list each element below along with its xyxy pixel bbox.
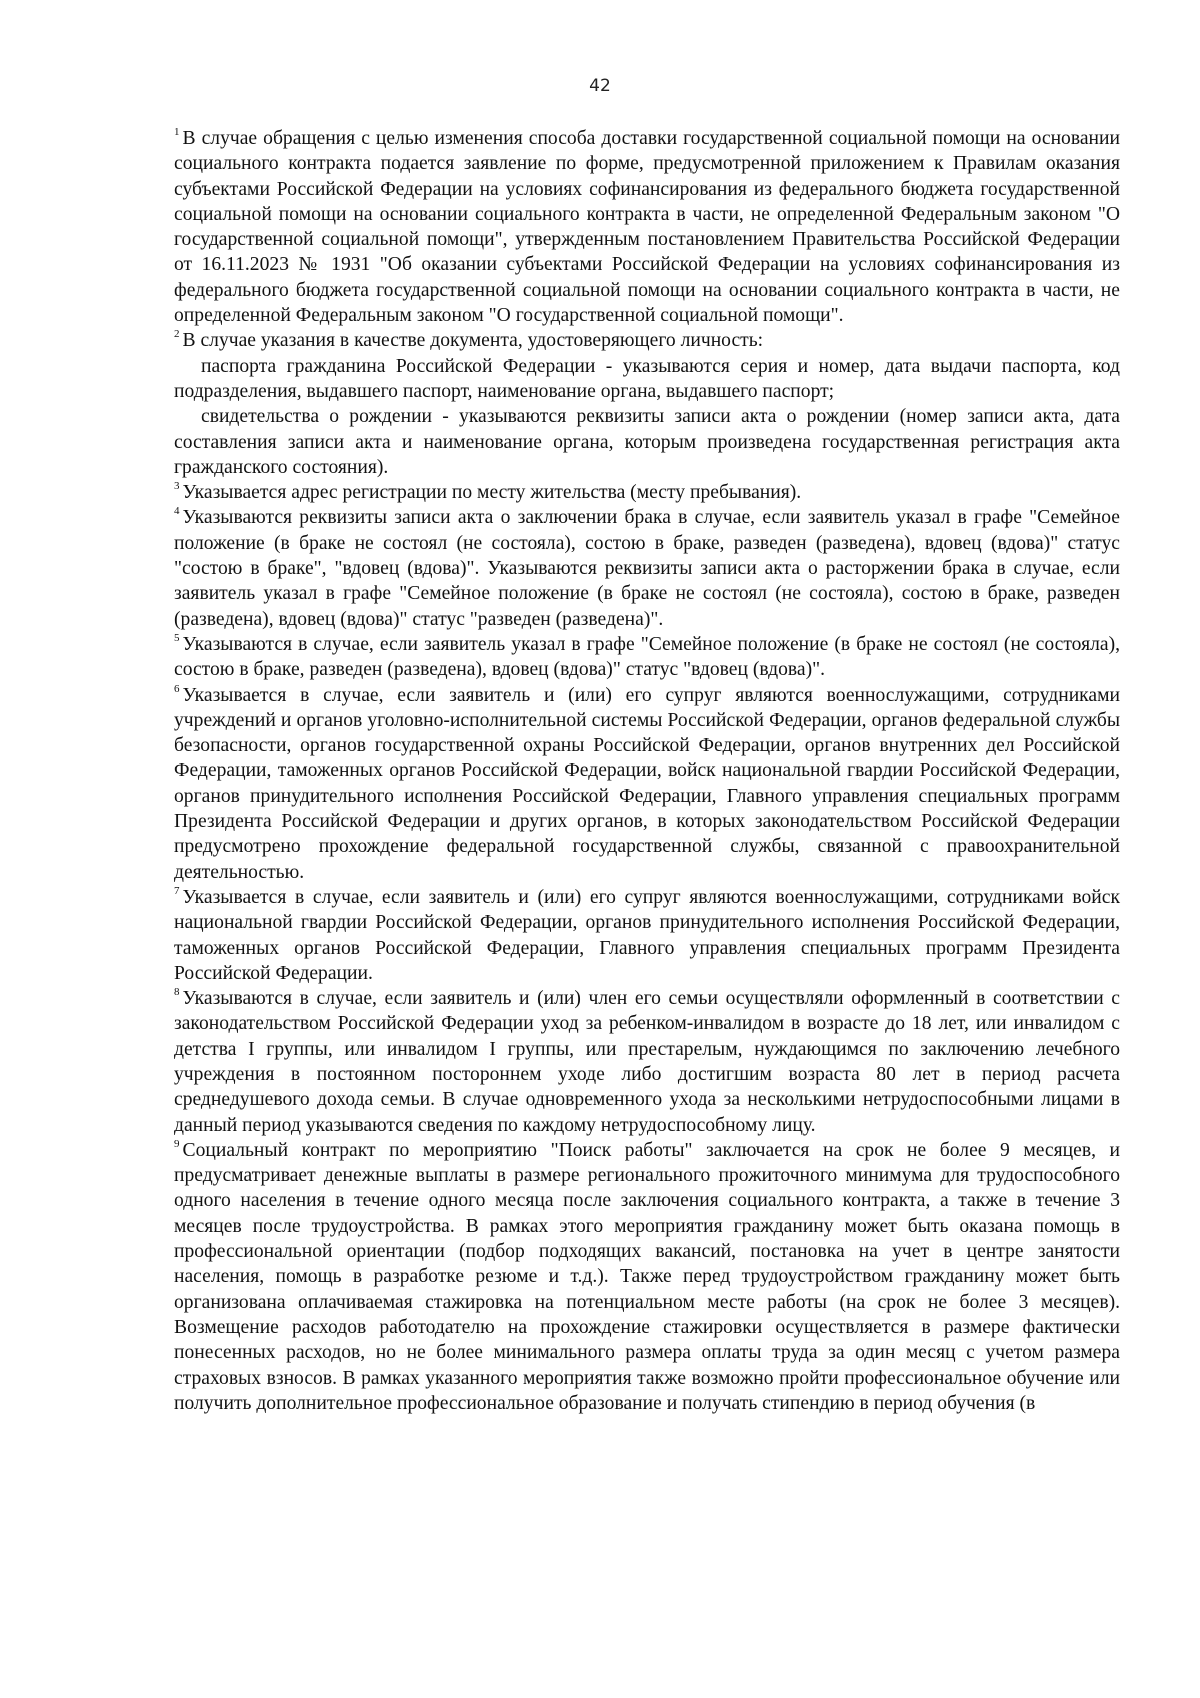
footnote-marker: 9 xyxy=(174,1137,180,1150)
footnote-9 xyxy=(174,1138,1120,1416)
footnote-marker: 4 xyxy=(174,505,180,518)
footnote-2-item-passport: паспорта гражданина Российской Федерации - указываются серия и номер, дата выдачи паспорта, код подразделения, выдавшего паспорт, наименование органа, выдавшего паспорт; xyxy=(174,355,1120,402)
footnote-1 xyxy=(174,126,1120,328)
footnote-marker: 8 xyxy=(174,986,180,999)
footnote-text: Социальный контракт по мероприятию "Поиск работы" заключается на срок не более 9 месяцев, и предусматривает денежные выплаты в размере регионального прожиточного минимума для трудоспособного одного населения в течение одного месяца после заключения социального контракта, а также в течение 3 месяцев после трудоустройства. В рамках этого мероприятия гражданину может быть оказана помощь в профессиональной ориентации (подбор подходящих вакансий, постановка на учет в центре занятости населения, помощь в разработке резюме и т.д.). Также перед трудоустройством гражданину может быть организована оплачиваемая стажировка на потенциальном месте работы (на срок не более 3 месяцев). Возмещение расходов работодателю на прохождение стажировки осуществляется в размере фактически понесенных расходов, но не более минимального размера оплаты труда за один месяц с учетом размера страховых взносов. В рамках указанного мероприятия также возможно пройти профессиональное обучение или получить дополнительное профессиональное образование и получать стипендию в период обучения (в xyxy=(174,1139,1120,1414)
footnote-marker: 7 xyxy=(174,884,180,897)
footnote-text: Указываются реквизиты записи акта о заключении брака в случае, если заявитель указал в графе "Семейное положение (в браке не состоял (не состояла), состою в браке, разведен (разведена), вдовец (вдова)" статус "состою в браке", "вдовец (вдова)". Указываются реквизиты записи акта о расторжении брака в случае, если заявитель указал в графе "Семейное положение (в браке не состоял (не состояла), состою в браке, разведен (разведена), вдовец (вдова)" статус "разведен (разведена)". xyxy=(174,507,1120,630)
footnote-marker: 5 xyxy=(174,631,180,644)
footnote-5 xyxy=(174,632,1120,683)
footnote-marker: 6 xyxy=(174,682,180,695)
footnote-text: В случае обращения с целью изменения способа доставки государственной социальной помощи на основании социального контракта подается заявление по форме, предусмотренной приложением к Правилам оказания субъектами Российской Федерации на условиях софинансирования из федерального бюджета государственной социальной помощи на основании социального контракта в части, не определенной Федеральным законом "О государственной социальной помощи", утвержденным постановлением Правительства Российской Федерации от 16.11.2023 № 1931 "Об оказании субъектами Российской Федерации на условиях софинансирования из федерального бюджета государственной социальной помощи на основании социального контракта в части, не определенной Федеральным законом "О государственной социальной помощи". xyxy=(174,128,1120,327)
footnote-text: Указывается в случае, если заявитель и (или) его супруг являются военнослужащими, сотрудниками учреждений и органов уголовно-исполнительной системы Российской Федерации, органов федеральной службы безопасности, органов государственной охраны Российской Федерации, органов внутренних дел Российской Федерации, таможенных органов Российской Федерации, войск национальной гвардии Российской Федерации, органов принудительного исполнения Российской Федерации, Главного управления специальных программ Президента Российской Федерации и других органов, в которых законодательством Российской Федерации предусмотрено прохождение федеральной государственной службы, связанной с правоохранительной деятельностью. xyxy=(174,684,1120,883)
page-number: 42 xyxy=(589,76,611,96)
footnote-7 xyxy=(174,885,1120,986)
footnote-text: Указывается адрес регистрации по месту жительства (месту пребывания). xyxy=(182,482,802,504)
footnotes-section xyxy=(174,126,1120,1416)
footnote-text: В случае указания в качестве документа, удостоверяющего личность: xyxy=(182,330,764,352)
footnote-text: Указывается в случае, если заявитель и (или) его супруг являются военнослужащими, сотрудниками войск национальной гвардии Российской Федерации, органов принудительного исполнения Российской Федерации, таможенных органов Российской Федерации, Главного управления специальных программ Президента Российской Федерации. xyxy=(174,886,1120,984)
footnote-text: Указываются в случае, если заявитель указал в графе "Семейное положение (в браке не состоял (не состояла), состою в браке, разведен (разведена), вдовец (вдова)" статус "вдовец (вдова)". xyxy=(174,633,1120,681)
footnote-2-item-birth-certificate: свидетельства о рождении - указываются реквизиты записи акта о рождении (номер записи акта, дата составления записи акта и наименование органа, которым произведена государственная регистрация акта гражданского состояния). xyxy=(174,406,1120,478)
footnote-marker: 2 xyxy=(174,328,180,341)
footnote-6 xyxy=(174,683,1120,885)
footnote-8 xyxy=(174,986,1120,1138)
footnote-2 xyxy=(174,328,1120,353)
footnote-text: Указываются в случае, если заявитель и (или) член его семьи осуществляли оформленный в соответствии с законодательством Российской Федерации уход за ребенком-инвалидом в возрасте до 18 лет, или инвалидом с детства I группы, или инвалидом I группы, или престарелым, нуждающимся по заключению лечебного учреждения в постоянном постороннем уходе либо достигшим возраста 80 лет в период расчета среднедушевого дохода семьи. В случае одновременного ухода за несколькими нетрудоспособными лицами в данный период указываются сведения по каждому нетрудоспособному лицу. xyxy=(174,988,1120,1136)
footnote-marker: 1 xyxy=(174,126,180,138)
footnote-3 xyxy=(174,480,1120,505)
footnote-4 xyxy=(174,505,1120,631)
footnote-marker: 3 xyxy=(174,480,180,493)
